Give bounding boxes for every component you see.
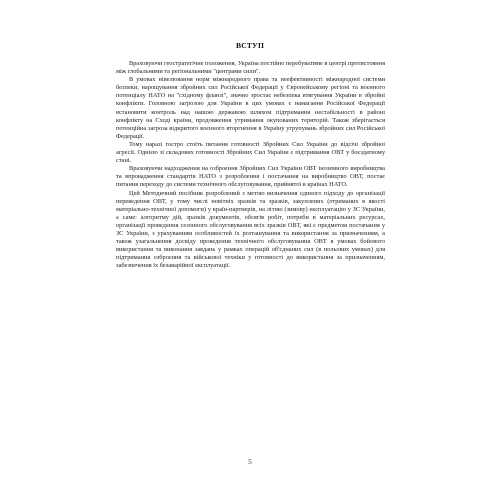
- paragraph: Цей Методичний посібник розроблений з метою визначення єдиного підходу до організації переведення ОВТ, у тому числі новітніх зразків та зразків, закуплених (отриманих в якості матеріально-технічної допомоги) у країн-партнерів, на літню (зимову) експлуатацію у ЗС України, а саме: алгоритму дій, зразків документів, обсягів робіт, потреби в матеріальних ресурсах, організації проведення сезонного обслуговування всіх зразків ОВТ, які є предметом постачання у ЗС України, з урахуванням особливостей їх розташування та використання за призначенням, а також узагальнення досвіду проведення технічного обслуговування ОВТ в умовах бойового використання та виконання завдань у рамках операцій об'єднаних сил (в польових умовах) для підтримання озброєння та військової техніки у готовності до використання за призначенням, забезпечення їх безаварійної експлуатації.: [116, 189, 385, 270]
- section-title: ВСТУП: [235, 41, 265, 50]
- paragraph: Враховуючи геостратегічне положення, Україна постійно перебуватиме в центрі протистояння між глобальними та регіональними "центрами сили".: [116, 60, 385, 76]
- paragraph: Враховуючи надходження на озброєння Збройних Сил України ОВТ іноземного виробництва та впровадження стандартів НАТО з розроблення і постачання на виробництво ОВТ, постає питання переходу до системи технічного обслуговування, прийнятої в країнах НАТО.: [116, 165, 385, 189]
- paragraph: Тому наразі гостро стоїть питання готовності Збройних Сил України до відсічі збройної агресії. Однією зі складових готовності Збройних Сил України є підтримання ОВТ у боєздатному стані.: [116, 140, 385, 165]
- page-number: 5: [248, 458, 252, 466]
- paragraph: В умовах нівелювання норм міжнародного права та неефективності міжнародної системи безпеки, нарощування збройних сил Російської Федерації у Європейському регіоні та воєнного потенціалу НАТО на "східному фланзі", значно зростає небезпека втягування України в збройні конфлікти. Головною загрозою для України в цих умовах є намагання Російської Федерації встановити контроль над нашою державою шляхом підтримання нестабільності в районі конфлікту на Сході країни, продовження утримання окупованих територій. Також зберігається потенційна загроза відкритого воєнного вторгнення в Україну угрупувань збройних сил Російської Федерації.: [116, 76, 385, 140]
- body-text: [116, 60, 385, 270]
